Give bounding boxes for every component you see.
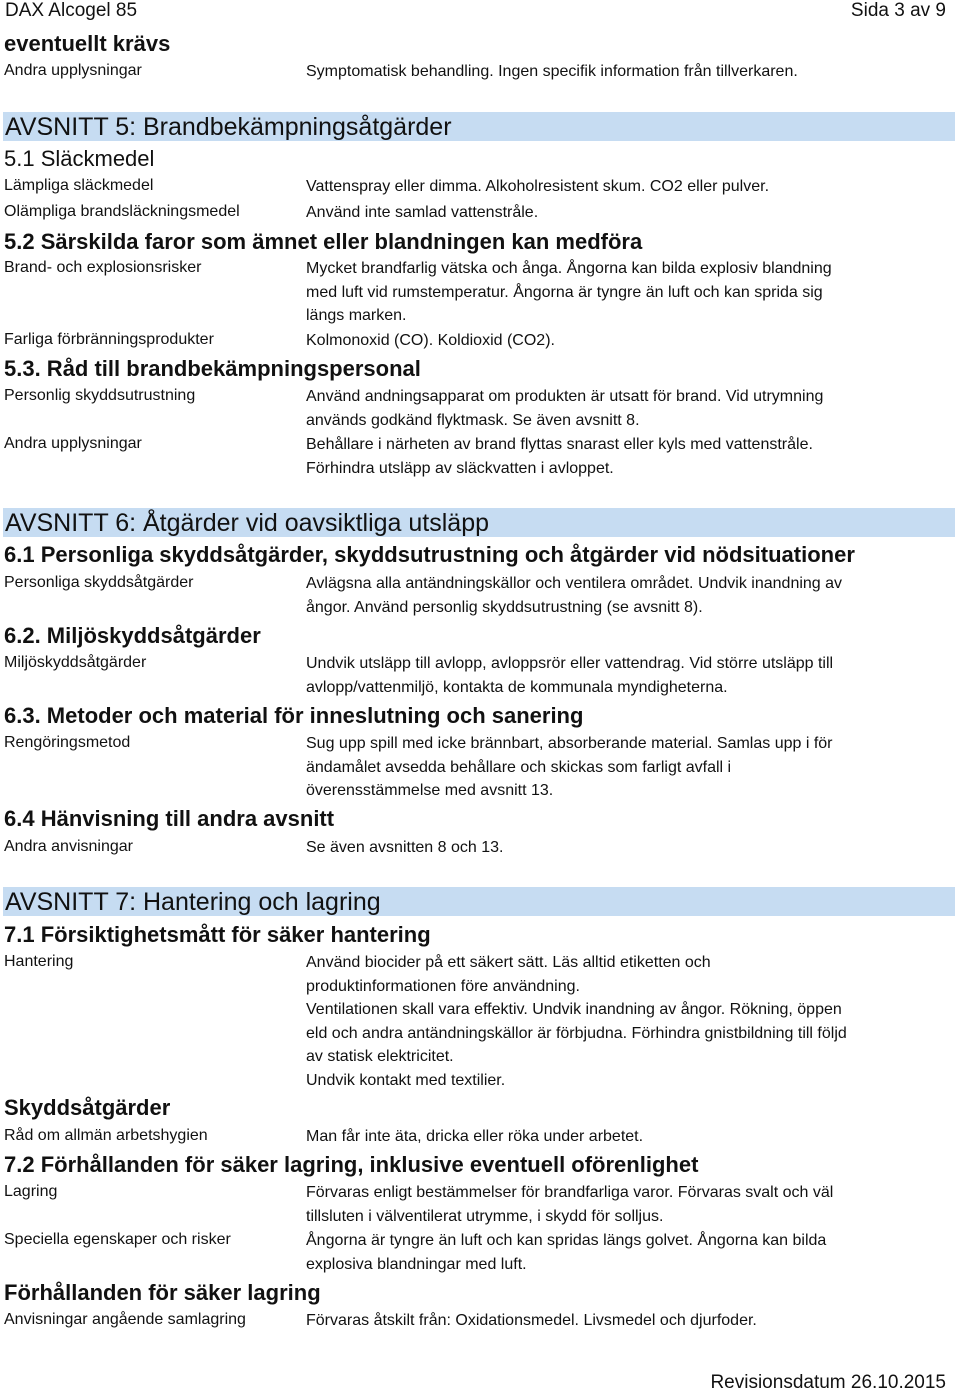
field-value <box>306 732 833 803</box>
field-label: Lämpliga släckmedel <box>4 177 154 194</box>
field-label: Brand- och explosionsrisker <box>4 259 202 276</box>
field-value <box>306 1125 643 1149</box>
value-line: Förhindra utsläpp av släckvatten i avloppet. <box>306 459 614 477</box>
section-7-2-heading: 7.2 Förhållanden för säker lagring, inklusive eventuell oförenlighet <box>4 1152 699 1177</box>
field-label: Speciella egenskaper och risker <box>4 1231 231 1248</box>
field-label: Farliga förbränningsprodukter <box>4 331 214 348</box>
field-label: Hantering <box>4 953 74 970</box>
field-label: Miljöskyddsåtgärder <box>4 654 147 671</box>
section-7-band <box>3 887 955 916</box>
value-line: Symptomatisk behandling. Ingen specifik information från tillverkaren. <box>306 63 798 80</box>
section-7-title: AVSNITT 7: Hantering och lagring <box>5 888 381 916</box>
section-5-1-heading: 5.1 Släckmedel <box>4 146 155 171</box>
value-line: med luft vid rumstemperatur. Ångorna är tyngre än luft och kan sprida sig <box>306 283 823 301</box>
value-line: eld och andra antändningskällor är förbjudna. Förhindra gnistbildning till följd <box>306 1024 847 1042</box>
field-label: Andra upplysningar <box>4 435 142 452</box>
field-value <box>306 951 847 1092</box>
product-name: DAX Alcogel 85 <box>5 0 138 21</box>
value-line: används godkänd flyktmask. Se även avsnitt 8. <box>306 411 640 429</box>
field-label: Olämpliga brandsläckningsmedel <box>4 203 240 220</box>
field-value <box>306 836 503 860</box>
field-label: Personliga skyddsåtgärder <box>4 574 194 591</box>
value-line: av statisk elektricitet. <box>306 1048 454 1065</box>
top-subheading: eventuellt krävs <box>4 31 171 56</box>
field-value <box>306 433 813 480</box>
field-value <box>306 1309 757 1333</box>
value-line: Undvik utsläpp till avlopp, avloppsrör eller vattendrag. Vid större utsläpp till <box>306 655 834 672</box>
section-6-2-heading: 6.2. Miljöskyddsåtgärder <box>4 623 261 648</box>
section-6-1-heading: 6.1 Personliga skyddsåtgärder, skyddsutrustning och åtgärder vid nödsituationer <box>4 542 855 567</box>
value-line: Avlägsna alla antändningskällor och ventilera området. Undvik inandning av <box>306 575 843 592</box>
value-line: Kolmonoxid (CO). Koldioxid (CO2). <box>306 332 555 349</box>
revision-date: Revisionsdatum 26.10.2015 <box>710 1372 946 1393</box>
storage-conditions-heading: Förhållanden för säker lagring <box>4 1280 321 1305</box>
value-line: avlopp/vattenmiljö, kontakta de kommunala myndigheterna. <box>306 678 728 696</box>
value-line: ändamålet avsedda behållare och skickas som farligt avfall i <box>306 758 732 776</box>
value-line: Ventilationen skall vara effektiv. Undvik inandning av ångor. Rökning, öppen <box>306 1001 842 1018</box>
value-line: Använd inte samlad vattenstråle. <box>306 204 539 221</box>
field-value <box>306 652 833 699</box>
field-value <box>306 1229 826 1276</box>
value-line: produktinformationen före användning. <box>306 977 580 995</box>
field-value <box>306 1181 833 1228</box>
field-value <box>306 385 823 432</box>
field-label: Andra anvisningar <box>4 838 133 855</box>
value-line: Förvaras enligt bestämmelser för brandfarliga varor. Förvaras svalt och väl <box>306 1184 834 1201</box>
field-label: Personlig skyddsutrustning <box>4 387 196 404</box>
field-label: Anvisningar angående samlagring <box>4 1311 246 1328</box>
value-line: ångor. Använd personlig skyddsutrustning (se avsnitt 8). <box>306 598 703 616</box>
value-line: Man får inte äta, dricka eller röka under arbetet. <box>306 1128 644 1145</box>
protective-measures-heading: Skyddsåtgärder <box>4 1095 171 1120</box>
section-6-3-heading: 6.3. Metoder och material för inneslutning och sanering <box>4 703 584 728</box>
value-line: överensstämmelse med avsnitt 13. <box>306 782 554 799</box>
value-line: Se även avsnitten 8 och 13. <box>306 839 504 856</box>
value-line: tillsluten i välventilerat utrymme, i skydd för solljus. <box>306 1207 664 1225</box>
value-line: Behållare i närheten av brand flyttas snarast eller kyls med vattenstråle. <box>306 436 813 453</box>
field-label: Andra upplysningar <box>4 62 142 79</box>
field-value <box>306 572 842 619</box>
value-line: Använd andningsapparat om produkten är utsatt för brand. Vid utrymning <box>306 388 824 405</box>
value-line: explosiva blandningar med luft. <box>306 1255 527 1273</box>
value-line: längs marken. <box>306 307 407 324</box>
value-line: Ångorna är tyngre än luft och kan spridas längs golvet. Ångorna kan bilda <box>306 1232 827 1249</box>
field-value <box>306 201 538 225</box>
field-value <box>306 257 832 328</box>
field-value <box>306 329 555 353</box>
section-5-title: AVSNITT 5: Brandbekämpningsåtgärder <box>5 113 452 141</box>
section-6-4-heading: 6.4 Hänvisning till andra avsnitt <box>4 806 335 831</box>
section-5-3-heading: 5.3. Råd till brandbekämpningspersonal <box>4 356 421 381</box>
field-label: Rengöringsmetod <box>4 734 131 751</box>
section-6-title: AVSNITT 6: Åtgärder vid oavsiktliga utsläpp <box>5 509 490 537</box>
value-line: Sug upp spill med icke brännbart, absorberande material. Samlas upp i för <box>306 735 833 752</box>
value-line: Förvaras åtskilt från: Oxidationsmedel. Livsmedel och djurfoder. <box>306 1312 757 1329</box>
field-value <box>306 175 769 199</box>
section-5-2-heading: 5.2 Särskilda faror som ämnet eller blandningen kan medföra <box>4 229 643 254</box>
page-number: Sida 3 av 9 <box>850 0 946 21</box>
field-value <box>306 60 798 84</box>
value-line: Undvik kontakt med textilier. <box>306 1071 506 1089</box>
value-line: Använd biocider på ett säkert sätt. Läs alltid etiketten och <box>306 954 711 971</box>
value-line: Mycket brandfarlig vätska och ånga. Ångorna kan bilda explosiv blandning <box>306 260 832 277</box>
field-label: Råd om allmän arbetshygien <box>4 1127 208 1144</box>
section-7-1-heading: 7.1 Försiktighetsmått för säker hantering <box>4 922 431 947</box>
field-label: Lagring <box>4 1183 58 1200</box>
value-line: Vattenspray eller dimma. Alkoholresistent skum. CO2 eller pulver. <box>306 178 770 195</box>
section-5-band <box>3 112 955 141</box>
section-6-band <box>3 508 955 537</box>
